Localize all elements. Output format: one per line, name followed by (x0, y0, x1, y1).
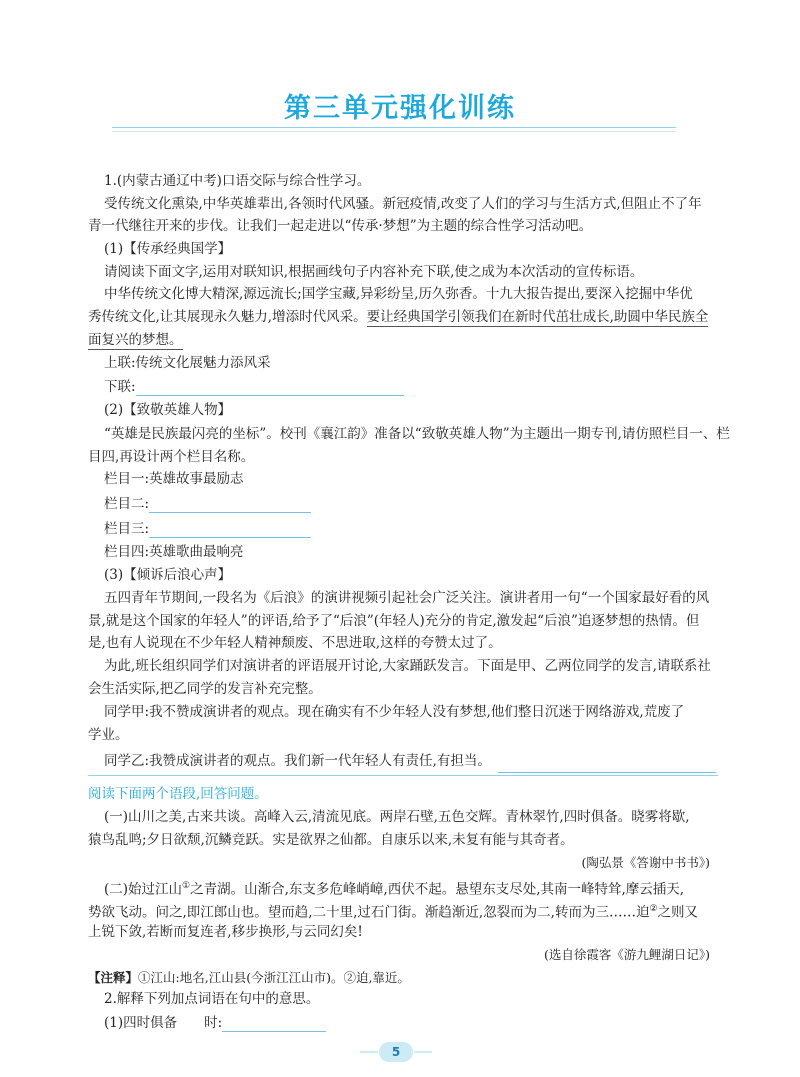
passage-one-source: (陶弘景《答谢中书书》) (581, 855, 710, 870)
part1-text-line-2 (88, 308, 708, 326)
part3-text-line-1: 五四青年节期间,一段名为《后浪》的演讲视频引起社会广泛关注。演讲者用一句“一个国家最好看的风 (104, 590, 710, 606)
question-two-item-1-label: (1)四时俱备 时: (104, 1015, 223, 1031)
annotation-text: ①江山:地名,江山县(今浙江江山市)。②迫,靠近。 (138, 970, 410, 985)
student-a-line-2: 学业。 (88, 727, 129, 743)
annotation-tag: 【注释】 (88, 970, 139, 985)
passage-two-line-2 (88, 900, 698, 922)
column-one: 栏目一:英雄故事最励志 (104, 471, 244, 487)
page-number: 5 (379, 1042, 413, 1062)
lower-couplet-label: 下联: (104, 379, 136, 395)
column-three-row (104, 520, 311, 538)
column-three-label: 栏目三: (104, 521, 150, 537)
q1-stem: 1.(内蒙古通辽中考)口语交际与综合性学习。 (104, 173, 371, 189)
title-rule (112, 127, 676, 128)
part3-text-line-2: 景,就是这个国家的年轻人”的评语,给予了“后浪”(年轻人)充分的肯定,激发起“后浪”追逐梦想的热情。但 (88, 613, 700, 629)
part2-text-line-1: “英雄是民族最闪亮的坐标”。校刊《襄江韵》准备以“致敬英雄人物”为主题出一期专刊,请仿照栏目一、栏 (104, 426, 730, 442)
student-a-line-1: 同学甲:我不赞成演讲者的观点。现在确实有不少年轻人没有梦想,他们整日沉迷于网络游戏,荒废了 (104, 704, 685, 720)
part2-heading: (2)【致敬英雄人物】 (104, 402, 232, 418)
underlined-sentence-end: 面复兴的梦想。 (88, 332, 183, 348)
q1-intro-line-1: 受传统文化熏染,中华英雄辈出,各领时代风骚。新冠疫情,改变了人们的学习与生活方式,但阻止不了年 (104, 196, 702, 212)
reading-instruction: 阅读下面两个语段,回答问题。 (88, 786, 268, 802)
page-number-wing-left (360, 1051, 378, 1053)
part1-instruction: 请阅读下面文字,运用对联知识,根据画线句子内容补充下联,使之成为本次活动的宣传标语。 (104, 264, 644, 280)
passage-two-source: (选自徐霞客《游九鲤湖日记》) (543, 947, 710, 962)
title-rule-light (112, 131, 676, 132)
column-two-blank[interactable] (149, 498, 311, 513)
note-marker-2: ② (649, 904, 658, 914)
lower-couplet-row (104, 378, 404, 396)
part1-text-line-1: 中华传统文化博大精深,源远流长;国学宝藏,异彩纷呈,历久弥香。十九大报告提出,要深入挖掘中华优 (104, 286, 693, 302)
lower-couplet-blank[interactable] (136, 381, 404, 396)
part3-heading: (3)【倾诉后浪心声】 (104, 567, 232, 583)
annotation (88, 969, 410, 987)
passage-two-line-3: 上锐下敛,若断而复连者,移步换形,与云同幻矣! (88, 924, 363, 940)
note-marker-1: ① (182, 881, 191, 891)
passage-two-line-1 (104, 877, 684, 899)
page-title: 第三单元强化训练 (284, 93, 516, 124)
part1-text-line-3 (88, 331, 183, 349)
passage-two-text-cont: 之青湖。山渐合,东支多危峰峭嶂,西伏不起。悬望东支尽处,其南一峰特耸,摩云插天, (190, 881, 685, 898)
student-b-row (104, 752, 491, 770)
question-two: 2.解释下列加点词语在句中的意思。 (104, 991, 320, 1007)
part1-heading: (1)【传承经典国学】 (104, 241, 232, 257)
upper-couplet: 上联:传统文化展魅力添风采 (104, 355, 271, 371)
passage-two-text: (二)始过江山 (104, 881, 183, 898)
part3-text-line-5: 会生活实际,把乙同学的发言补充完整。 (88, 681, 322, 697)
student-b-text: 同学乙:我赞成演讲者的观点。我们新一代年轻人有责任,有担当。 (104, 753, 491, 769)
part2-text-line-2: 目四,再设计两个栏目名称。 (88, 449, 255, 465)
passage-one-line-1: (一)山川之美,古来共谈。高峰入云,清流见底。两岸石壁,五色交辉。青林翠竹,四时俱备。晓雾将歇, (104, 809, 690, 825)
q1-intro-line-2: 青一代继往开来的步伐。让我们一起走进以“传承·梦想”为主题的综合性学习活动吧。 (88, 218, 593, 234)
passage-two-text-2b: 之则又 (657, 904, 699, 921)
column-two-row (104, 495, 311, 513)
passage-one-line-2: 猿鸟乱鸣;夕日欲颓,沉鳞竞跃。实是欲界之仙都。自康乐以来,未复有能与其奇者。 (88, 832, 574, 848)
passage-two-text-2: 势欲飞动。问之,即江郎山也。望而趋,二十里,过石门街。渐趋渐近,忽裂而为二,转而为三……迫 (88, 904, 650, 921)
section-divider (88, 775, 718, 776)
part3-text-line-3: 是,也有人说现在不少年轻人精神颓废、不思进取,这样的夸赞太过了。 (88, 635, 502, 651)
column-two-label: 栏目二: (104, 496, 150, 512)
underlined-sentence: 要让经典国学引领我们在新时代茁壮成长,助圆中华民族全 (366, 309, 709, 325)
student-b-blank[interactable] (498, 758, 716, 773)
part3-text-line-4: 为此,班长组织同学们对演讲者的评语展开讨论,大家踊跃发言。下面是甲、乙两位同学的发言,请联系社 (104, 658, 711, 674)
question-two-item-1-blank[interactable] (222, 1017, 326, 1032)
column-four: 栏目四:英雄歌曲最响亮 (104, 544, 244, 560)
page-number-wing-right (414, 1051, 432, 1053)
question-two-item-1 (104, 1014, 326, 1032)
part1-text-plain: 秀传统文化,让其展现永久魅力,增添时代风采。 (88, 309, 367, 325)
column-three-blank[interactable] (149, 523, 311, 538)
